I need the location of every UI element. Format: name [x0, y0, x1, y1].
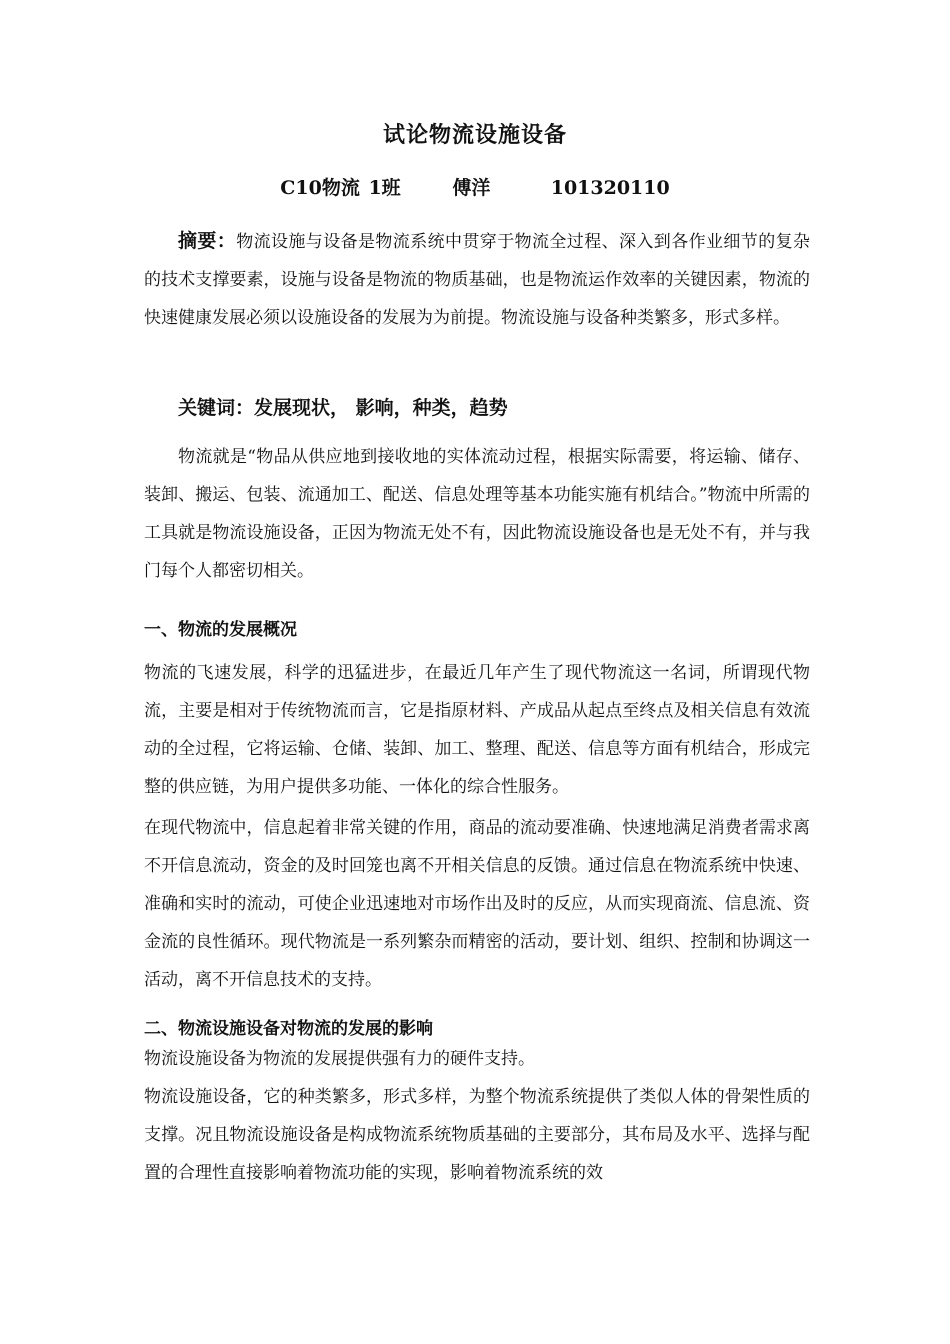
- intro-paragraph: 物流就是“物品从供应地到接收地的实体流动过程，根据实际需要，将运输、储存、装卸、搬运、包装、流通加工、配送、信息处理等基本功能实施有机结合。”物流中所需的工具就是物流设施设备，正因为物流无处不有，因此物流设施设备也是无处不有，并与我门每个人都密切相关。: [144, 447, 810, 581]
- abstract-paragraph: [144, 222, 810, 337]
- abstract-label: 摘要：: [178, 230, 237, 252]
- section-1-heading: 一、物流的发展概况: [144, 620, 297, 640]
- author-id: 101320110: [550, 177, 670, 199]
- keywords-line: 关键词：发展现状， 影响，种类，趋势: [178, 397, 508, 419]
- author-class: C10物流 1班: [280, 177, 401, 199]
- abstract-text: 物流设施与设备是物流系统中贯穿于物流全过程、深入到各作业细节的复杂的技术支撑要素，设施与设备是物流的物质基础，也是物流运作效率的关键因素，物流的快速健康发展必须以设施设备的发展为为前提。物流设施与设备种类繁多，形式多样。: [144, 232, 810, 328]
- document-title: 试论物流设施设备: [382, 122, 567, 148]
- author-line: [0, 173, 950, 200]
- section-2-heading: 二、物流设施设备对物流的发展的影响: [144, 1019, 433, 1039]
- section-2-paragraph-2: 物流设施设备，它的种类繁多，形式多样，为整个物流系统提供了类似人体的骨架性质的支撑。况且物流设施设备是构成物流系统物质基础的主要部分，其布局及水平、选择与配置的合理性直接影响着物流功能的实现，影响着物流系统的效: [144, 1087, 810, 1183]
- section-1-paragraph-2: 在现代物流中，信息起着非常关键的作用，商品的流动要准确、快速地满足消费者需求离不开信息流动，资金的及时回笼也离不开相关信息的反馈。通过信息在物流系统中快速、准确和实时的流动，可使企业迅速地对市场作出及时的反应，从而实现商流、信息流、资金流的良性循环。现代物流是一系列繁杂而精密的活动，要计划、组织、控制和协调这一活动，离不开信息技术的支持。: [144, 818, 810, 990]
- section-2-paragraph-1: 物流设施设备为物流的发展提供强有力的硬件支持。: [144, 1049, 535, 1069]
- author-name: 傅洋: [452, 177, 491, 199]
- section-1-paragraph-1: 物流的飞速发展，科学的迅猛进步，在最近几年产生了现代物流这一名词，所谓现代物流，主要是相对于传统物流而言，它是指原材料、产成品从起点至终点及相关信息有效流动的全过程，它将运输、仓储、装卸、加工、整理、配送、信息等方面有机结合，形成完整的供应链，为用户提供多功能、一体化的综合性服务。: [144, 663, 810, 797]
